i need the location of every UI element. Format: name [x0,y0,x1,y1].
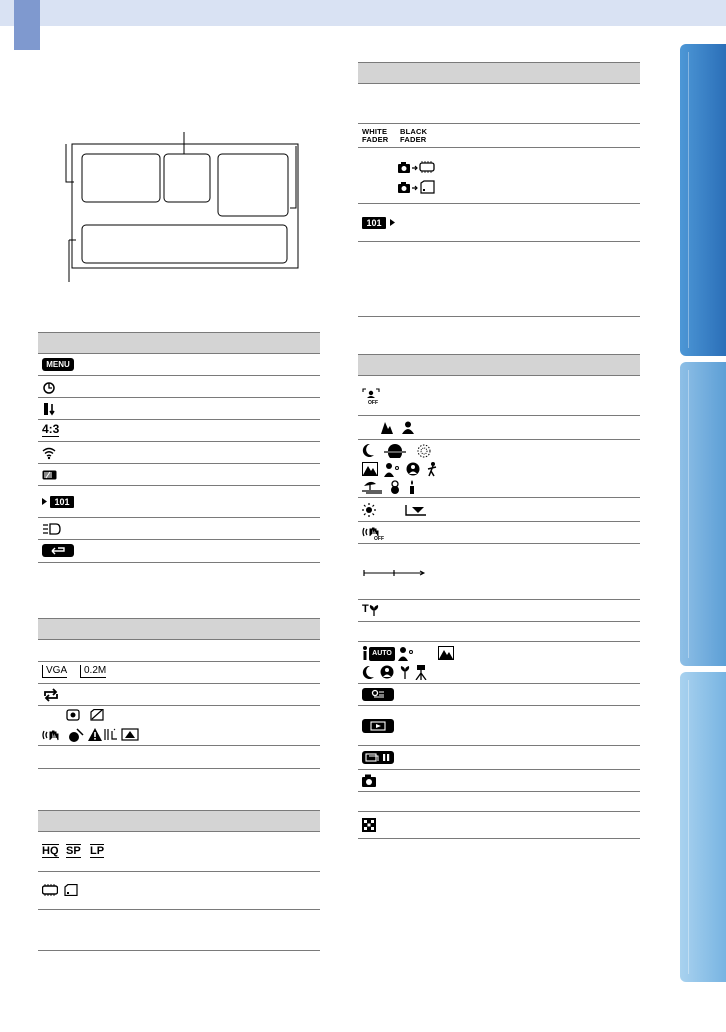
fall-sensor-icon [68,728,84,742]
index-grid-icon [362,818,376,832]
table-row [38,486,320,518]
table-row [38,640,320,662]
spotlight-auto-icon [380,665,394,680]
intelligent-auto-icon [362,646,368,660]
table-row [38,872,320,910]
steadyshot-off-label: OFF [374,536,384,542]
table-row [358,124,640,148]
vga-size-icon: VGA [42,665,67,678]
sunrise-sunset-icon [384,444,406,458]
one-push-wb-icon [404,503,428,517]
table-header [38,810,320,832]
table-row [38,746,320,768]
table-row [358,148,640,204]
table-row [358,622,640,642]
table-row [358,770,640,792]
table-row [38,910,320,950]
table-row [38,684,320,706]
table-header [38,618,320,640]
table-row [38,832,320,872]
table-row [358,544,640,600]
screen-layout-diagram [60,132,310,292]
quality-hq-icon: HQ [42,845,59,857]
media-not-inserted-icon [104,728,140,741]
table-row [358,376,640,416]
candle-icon [408,480,416,494]
side-tab-index[interactable] [680,672,726,982]
warning-icon [88,728,102,741]
table-row [358,440,640,498]
table-row [38,706,320,746]
view-images-icon[interactable] [362,719,394,733]
shake-warning-icon [42,728,64,742]
landscape-icon [362,462,378,476]
white-fader-label: WHITE FADER [362,127,389,144]
table-row [358,642,640,684]
portrait-priority-icon [402,421,414,434]
battery-icon [42,470,58,480]
portrait-icon [384,462,400,477]
table-row [358,498,640,522]
tripod-auto-icon [414,665,428,680]
menu-icon[interactable]: MENU [42,358,74,371]
table-row [38,398,320,420]
beach-icon [362,480,382,494]
card-warning-icon [90,709,104,721]
folder-icon-right: 101 [362,217,386,229]
tele-macro-label: T [362,603,369,615]
landscape-auto-icon [438,646,454,660]
table-row [38,420,320,442]
tele-macro-icon [369,605,379,616]
black-fader-label: BLACK FADER [400,127,428,144]
table-row [358,684,640,706]
snow-icon [388,480,402,494]
wireless-icon [42,446,56,460]
night-scene-icon [362,444,374,457]
exposure-bar-icon [362,568,426,578]
sports-icon [426,462,438,477]
side-tab-operations[interactable] [680,362,726,666]
table-row [358,522,640,544]
photo-size-icon: 0.2M [80,665,106,678]
quality-lp-icon: LP [90,845,105,857]
self-timer-icon [42,380,56,394]
arrow-right-icon [42,498,47,505]
folder-icon: 101 [50,496,74,508]
table-header [38,332,320,354]
table-row [358,706,640,746]
light-icon [42,522,62,536]
table-row [38,464,320,486]
slideshow-pause-icon[interactable] [362,751,394,764]
table-header [358,354,640,376]
spotlight-icon [406,462,420,477]
left-table-1 [38,332,320,563]
play-arrow-icon [390,219,395,226]
camera-icon [362,774,376,787]
table-row [358,812,640,838]
right-table-1 [358,62,640,317]
auto-badge: AUTO [369,647,395,661]
aspect-ratio-icon: 4:3 [42,422,60,436]
portrait-auto-icon [398,646,414,661]
fireworks-icon [416,443,432,459]
table-row [38,662,320,684]
table-row [38,376,320,398]
media-warning-icon [66,709,80,721]
side-tab-contents[interactable] [680,44,726,356]
internal-memory-icon [42,884,58,896]
right-table-2 [358,354,640,839]
table-row [358,416,640,440]
table-row [358,746,640,770]
table-row [358,600,640,622]
table-header [358,62,640,84]
outdoor-wb-icon [362,503,376,517]
table-row [358,792,640,812]
memory-card-icon [64,884,78,896]
top-corner-square [14,0,40,50]
table-row [358,242,640,316]
left-table-2 [38,618,320,769]
table-row [358,84,640,124]
left-table-3 [38,810,320,951]
table-row [38,442,320,464]
table-row [38,540,320,562]
landscape-priority-icon [380,421,394,434]
copy-to-card-icon [398,180,438,194]
table-row [358,204,640,242]
tripod-sort-icon [42,401,58,417]
copy-to-memory-icon [398,160,438,174]
quality-sp-icon: SP [66,845,81,857]
repeat-icon [42,688,60,702]
table-row [38,518,320,540]
macro-auto-icon [400,666,410,679]
face-detection-off-label: OFF [368,400,378,406]
top-band [0,0,726,26]
night-auto-icon [362,666,374,679]
option-menu-icon[interactable] [362,688,394,701]
return-icon[interactable] [42,544,74,557]
table-row [38,354,320,376]
